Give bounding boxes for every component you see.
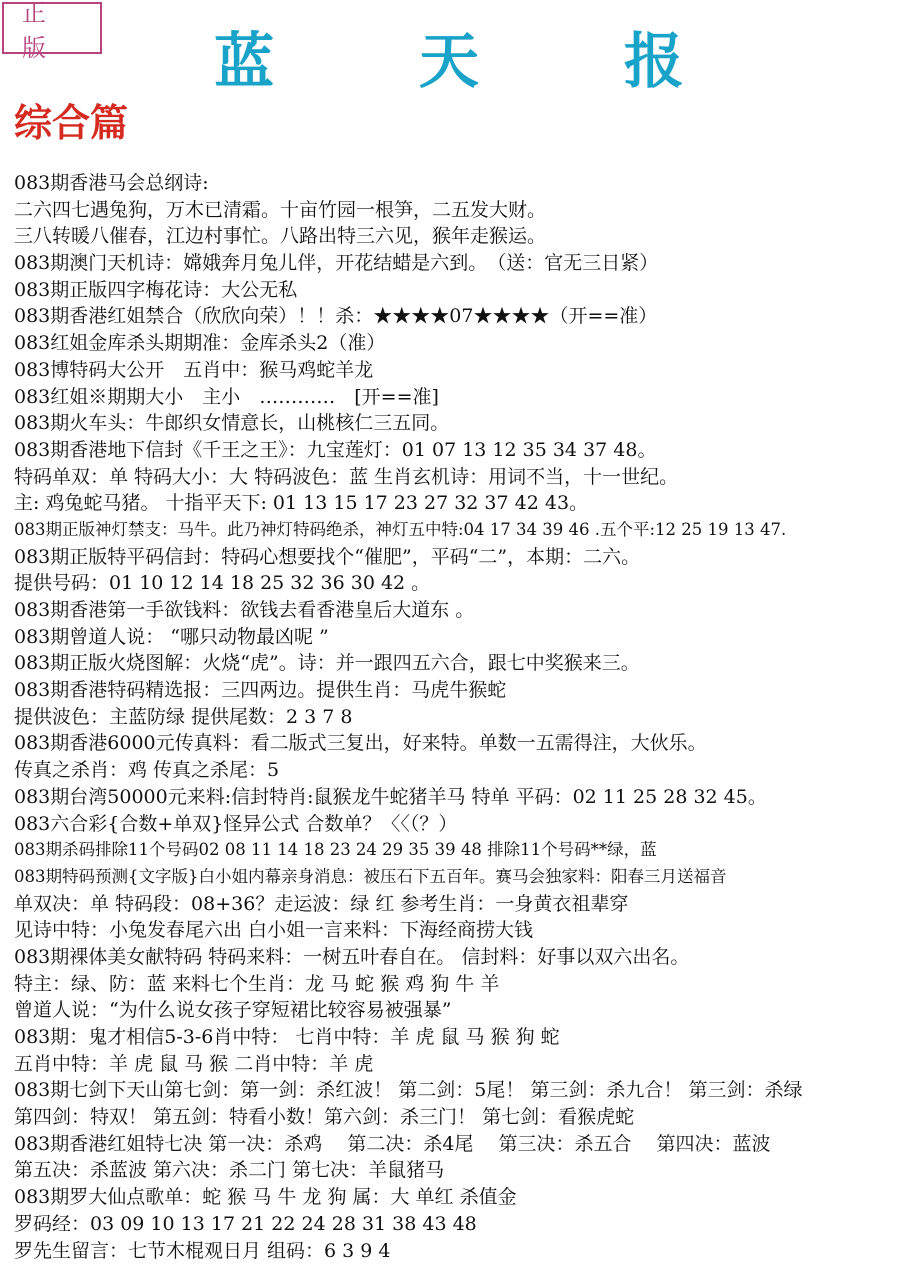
article-body <box>14 170 896 1264</box>
text-line: 曾道人说：“为什么说女孩子穿短裙比较容易被强暴” <box>14 997 896 1024</box>
text-line: 083红姐金库杀头期期准：金库杀头2（准） <box>14 330 896 357</box>
text-line: 083期香港红姐特七决 第一决：杀鸡 第二决：杀4尾 第三决：杀五合 第四决：蓝波 <box>14 1131 896 1158</box>
text-line: 二六四七遇兔狗，万木已清霜。十亩竹园一根笋，二五发大财。 <box>14 197 896 224</box>
text-line: 第五决：杀蓝波 第六决：杀二门 第七决：羊鼠猪马 <box>14 1157 896 1184</box>
text-line: 083期香港6000元传真料：看二版式三复出，好来特。单数一五需得注，大伙乐。 <box>14 730 896 757</box>
text-line: 083期：鬼才相信5-3-6肖中特： 七肖中特：羊 虎 鼠 马 猴 狗 蛇 <box>14 1024 896 1051</box>
edition-badge: 正 版 <box>2 2 102 54</box>
text-line: 提供波色：主蓝防绿 提供尾数：2 3 7 8 <box>14 704 896 731</box>
text-line: 083期罗大仙点歌单：蛇 猴 马 牛 龙 狗 属：大 单红 杀值金 <box>14 1184 896 1211</box>
text-line: 083期香港马会总纲诗: <box>14 170 896 197</box>
section-heading: 综合篇 <box>14 92 128 147</box>
text-line: 特主：绿、防：蓝 来料七个生肖：龙 马 蛇 猴 鸡 狗 牛 羊 <box>14 971 896 998</box>
text-line: 083博特码大公开 五肖中：猴马鸡蛇羊龙 <box>14 357 896 384</box>
text-line: 083期裸体美女献特码 特码来料：一树五叶春自在。 信封料：好事以双六出名。 <box>14 944 896 971</box>
text-line: 第四剑：特双！ 第五剑：特看小数！第六剑：杀三门！ 第七剑：看猴虎蛇 <box>14 1104 896 1131</box>
text-line: 单双决：单 特码段：08+36？走运波：绿 红 参考生肖：一身黄衣祖辈穿 <box>14 891 896 918</box>
text-line: 提供号码：01 10 12 14 18 25 32 36 30 42 。 <box>14 570 896 597</box>
text-line: 083期曾道人说： “哪只动物最凶呢 ” <box>14 624 896 651</box>
text-line: 三八转暖八催春，江边村事忙。八路出特三六见，猴年走猴运。 <box>14 223 896 250</box>
text-line: 083期杀码排除11个号码02 08 11 14 18 23 24 29 35 39 48 排除11个号码**绿，蓝 <box>14 837 896 864</box>
text-line: 083期台湾50000元来料:信封特肖:鼠猴龙牛蛇猪羊马 特单 平码：02 11 25 28 32 45。 <box>14 784 896 811</box>
text-line: 083期七剑下天山第七剑：第一剑：杀红波！ 第二剑：5尾！ 第三剑：杀九合！ 第三剑：杀绿 <box>14 1077 896 1104</box>
text-line: 083期澳门天机诗：嫦娥奔月兔儿伴，开花结蜡是六到。 （送：官无三日紧） <box>14 250 896 277</box>
text-line: 083红姐※期期大小 主小 ………… [开==准] <box>14 384 896 411</box>
text-line: 083期香港第一手欲钱料：欲钱去看香港皇后大道东 。 <box>14 597 896 624</box>
newspaper-title: 蓝 天 报 <box>0 14 900 100</box>
text-line: 083期特码预测{文字版}白小姐内幕亲身消息：被压石下五百年。赛马会独家料：阳春三月送福音 <box>14 864 896 891</box>
text-line: 083期正版四字梅花诗：大公无私 <box>14 277 896 304</box>
text-line: 见诗中特：小兔发春尾六出 白小姐一言来料：下海经商捞大钱 <box>14 917 896 944</box>
text-line: 传真之杀肖：鸡 传真之杀尾：5 <box>14 757 896 784</box>
text-line: 罗先生留言：七节木棍观日月 组码：6 3 9 4 <box>14 1238 896 1264</box>
text-line: 083期火车头：牛郎织女情意长，山桃核仁三五同。 <box>14 410 896 437</box>
text-line: 083六合彩{合数+单双}怪异公式 合数单？〈〈（？） <box>14 811 896 838</box>
text-line: 083期正版神灯禁支：马牛。此乃神灯特码绝杀，神灯五中特:04 17 34 39 46 .五个平:12 25 19 13 47. <box>14 517 896 544</box>
text-line: 罗码经：03 09 10 13 17 21 22 24 28 31 38 43 48 <box>14 1211 896 1238</box>
text-line: 主: 鸡兔蛇马猪。 十指平天下: 01 13 15 17 23 27 32 37 42 43。 <box>14 490 896 517</box>
text-line: 083期正版火烧图解：火烧“虎”。诗：并一跟四五六合，跟七中奖猴来三。 <box>14 650 896 677</box>
text-line: 特码单双：单 特码大小：大 特码波色：蓝 生肖玄机诗：用词不当，十一世纪。 <box>14 464 896 491</box>
text-line: 五肖中特：羊 虎 鼠 马 猴 二肖中特：羊 虎 <box>14 1051 896 1078</box>
text-line: 083期香港红姐禁合（欣欣向荣）！！杀：★★★★07★★★★（开==准） <box>14 303 896 330</box>
text-line: 083期香港特码精选报：三四两边。提供生肖：马虎牛猴蛇 <box>14 677 896 704</box>
text-line: 083期香港地下信封《千王之王》：九宝莲灯：01 07 13 12 35 34 37 48。 <box>14 437 896 464</box>
text-line: 083期正版特平码信封：特码心想要找个“催肥”，平码“二”，本期：二六。 <box>14 544 896 571</box>
